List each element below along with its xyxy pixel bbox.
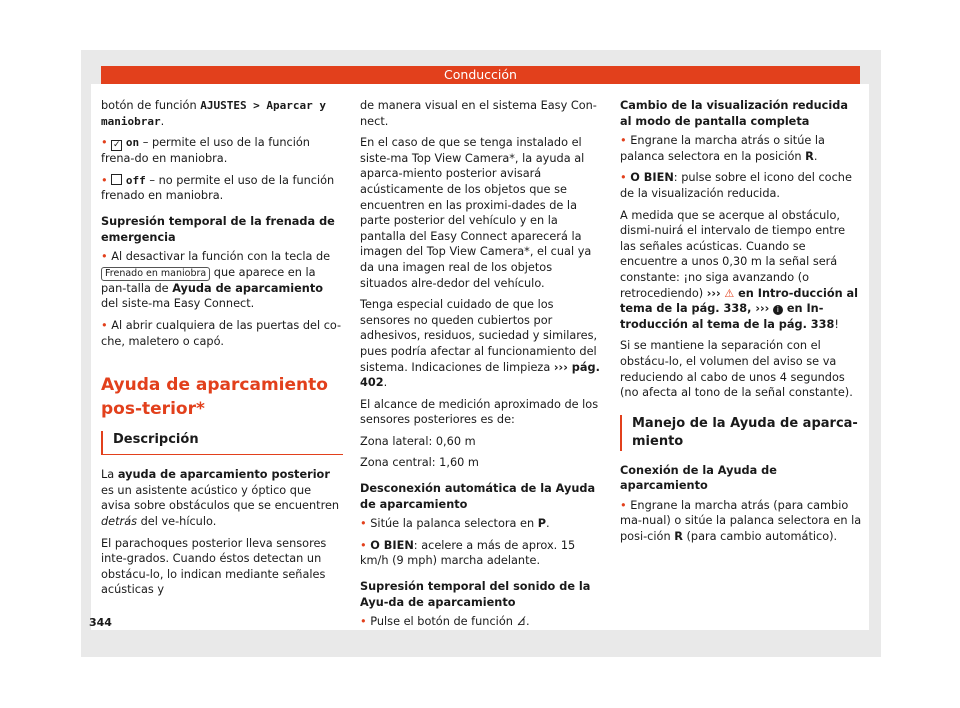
text: . bbox=[160, 114, 165, 128]
info-icon: i bbox=[773, 305, 783, 315]
text: Engrane la marcha atrás (para cambio ma-nual) o sitúe la palanca selectora en la posi-ción bbox=[620, 498, 862, 544]
measure-central: Zona central: 1,60 m bbox=[360, 456, 479, 470]
text-bold: O BIEN bbox=[630, 171, 674, 185]
subheading: Supresión temporal del sonido de la Ayu-da de aparcamiento bbox=[360, 580, 591, 609]
bullet-icon: • bbox=[101, 136, 108, 150]
text: A medida que se acerque al obstáculo, dismi-nuirá el intervalo de tiempo entre las señales acústicas. Cuando se encuentre a unos 0,30 m la señal será constante: ¡no siga avanzando (o retrocediendo) bbox=[620, 208, 846, 300]
text: – permite el uso de la función frena-do en maniobra. bbox=[101, 136, 310, 166]
text: que aparece en la pan-talla de bbox=[101, 265, 316, 295]
bullet-icon: • bbox=[101, 250, 108, 264]
bullet-icon: • bbox=[360, 615, 367, 629]
checked-box-icon: ✓ bbox=[112, 140, 121, 151]
unchecked-box-icon bbox=[111, 174, 122, 185]
page-number: 344 bbox=[89, 616, 112, 629]
list-item bbox=[360, 538, 602, 569]
text: del siste-ma Easy Connect. bbox=[101, 297, 255, 311]
subheading: Cambio de la visualización reducida al modo de pantalla completa bbox=[620, 99, 848, 128]
bullet-icon: • bbox=[360, 517, 367, 531]
list-item bbox=[620, 170, 862, 201]
chapter-heading: Ayuda de aparcamiento pos-terior* bbox=[101, 375, 328, 420]
section-header: Conducción bbox=[101, 66, 860, 84]
list-item bbox=[620, 133, 862, 164]
text: Engrane la marcha atrás o sitúe la palanca selectora en la posición bbox=[620, 134, 825, 163]
text: – no permite el uso de la función frenado en maniobra. bbox=[101, 173, 335, 203]
text: . bbox=[525, 615, 530, 629]
paragraph: El alcance de medición aproximado de los sensores posteriores es de: bbox=[360, 397, 599, 427]
text-italic: detrás bbox=[101, 514, 138, 528]
bullet-icon: • bbox=[101, 173, 108, 187]
page-reference-link[interactable]: ››› pág. 402 bbox=[360, 360, 600, 390]
text: : acelere a más de aprox. 15 km/h (9 mph) marcha adelante. bbox=[360, 538, 576, 568]
text: . bbox=[546, 517, 550, 531]
text-bold: R bbox=[674, 530, 683, 544]
text-bold: Ayuda de aparcamiento bbox=[172, 281, 323, 295]
paragraph: de manera visual en el sistema Easy Con-nect. bbox=[360, 99, 597, 128]
subheading: Supresión temporal de la frenada de emergencia bbox=[101, 214, 335, 244]
option-code: on bbox=[125, 136, 140, 150]
menu-path: AJUSTES > Aparcar y maniobrar bbox=[101, 99, 327, 128]
list-item bbox=[620, 498, 862, 545]
text: es un asistente acústico y óptico que avisa sobre obstáculos que se encuentren bbox=[101, 483, 340, 513]
page-reference-link[interactable]: en Intro-ducción al tema de la pág. 338, ››› bbox=[620, 286, 859, 316]
text: Al abrir cualquiera de las puertas del co-che, maletero o capó. bbox=[101, 318, 342, 348]
text: del ve-hículo. bbox=[137, 514, 217, 528]
bullet-icon: • bbox=[101, 318, 108, 332]
column-1 bbox=[101, 98, 343, 604]
text: Al desactivar la función con la tecla de bbox=[111, 250, 331, 264]
list-item bbox=[360, 516, 602, 532]
section-heading: Descripción bbox=[101, 431, 343, 455]
text: . bbox=[383, 376, 388, 390]
text-bold: P bbox=[537, 517, 547, 531]
bullet-icon: • bbox=[360, 538, 367, 552]
text: ! bbox=[834, 317, 839, 331]
key-label: Frenado en maniobra bbox=[101, 267, 210, 281]
text: . bbox=[813, 149, 818, 163]
list-item bbox=[101, 249, 343, 312]
text: (para cambio automático). bbox=[682, 530, 838, 544]
list-item bbox=[101, 318, 343, 349]
option-code: off bbox=[125, 173, 146, 187]
paragraph: Si se mantiene la separación con el obstácu-lo, el volumen del aviso se va reduciendo al cabo de unos 4 segundos (no afecta al tono de la señal constante). bbox=[620, 339, 853, 400]
page-content bbox=[91, 84, 869, 630]
column-2 bbox=[360, 98, 602, 636]
page-reference-link[interactable]: ››› bbox=[706, 286, 721, 300]
subheading: Conexión de la Ayuda de aparcamiento bbox=[620, 463, 777, 493]
bullet-icon: • bbox=[620, 134, 627, 148]
mute-sensor-icon: ⊿̸ bbox=[516, 615, 526, 629]
paragraph bbox=[101, 467, 343, 529]
paragraph bbox=[101, 98, 343, 129]
paragraph: El parachoques posterior lleva sensores inte-grados. Cuando éstos detectan un obstácu-lo, lo indican mediante señales acústicas y bbox=[101, 536, 327, 597]
text: La bbox=[101, 468, 118, 482]
text-bold: R bbox=[805, 149, 814, 163]
section-heading: Manejo de la Ayuda de aparca-miento bbox=[620, 415, 862, 451]
text-bold: ayuda de aparcamiento posterior bbox=[117, 468, 330, 482]
text: : pulse sobre el icono del coche de la visualización reducida. bbox=[620, 171, 852, 200]
text: Pulse el botón de función bbox=[370, 615, 517, 629]
paragraph bbox=[360, 297, 602, 391]
list-item bbox=[360, 614, 602, 630]
paragraph bbox=[620, 208, 862, 333]
text-bold: O BIEN bbox=[370, 538, 414, 552]
bullet-icon: • bbox=[620, 498, 627, 512]
text: botón de función bbox=[101, 99, 201, 112]
list-item bbox=[101, 173, 343, 204]
column-3 bbox=[620, 98, 862, 551]
text: Tenga especial cuidado de que los sensores no queden cubiertos por adhesivos, residuos, suciedad y similares, pues podría afectar al funcionamiento del sistema. Indicaciones de limpieza bbox=[360, 298, 598, 374]
subheading: Desconexión automática de la Ayuda de aparcamiento bbox=[360, 482, 596, 511]
bullet-icon: • bbox=[620, 171, 627, 185]
warning-icon: ⚠ bbox=[724, 286, 735, 300]
paragraph: En el caso de que se tenga instalado el siste-ma Top View Camera*, la ayuda al aparca-miento posterior avisará acústicamente de los objetos que se encuentren en las proximi-dades de la parte posterior del vehículo y en la pantalla del Easy Connect aparecerá la imagen del Top View Camera*, el cual ya da una imagen real de los objetos situados alre-dedor del vehículo. bbox=[360, 136, 592, 290]
measure-lateral: Zona lateral: 0,60 m bbox=[360, 434, 476, 448]
list-item bbox=[101, 135, 343, 167]
text: Sitúe la palanca selectora en bbox=[370, 517, 538, 531]
page-reference-link[interactable]: en In-troducción al tema de la pág. 338 bbox=[620, 302, 835, 331]
